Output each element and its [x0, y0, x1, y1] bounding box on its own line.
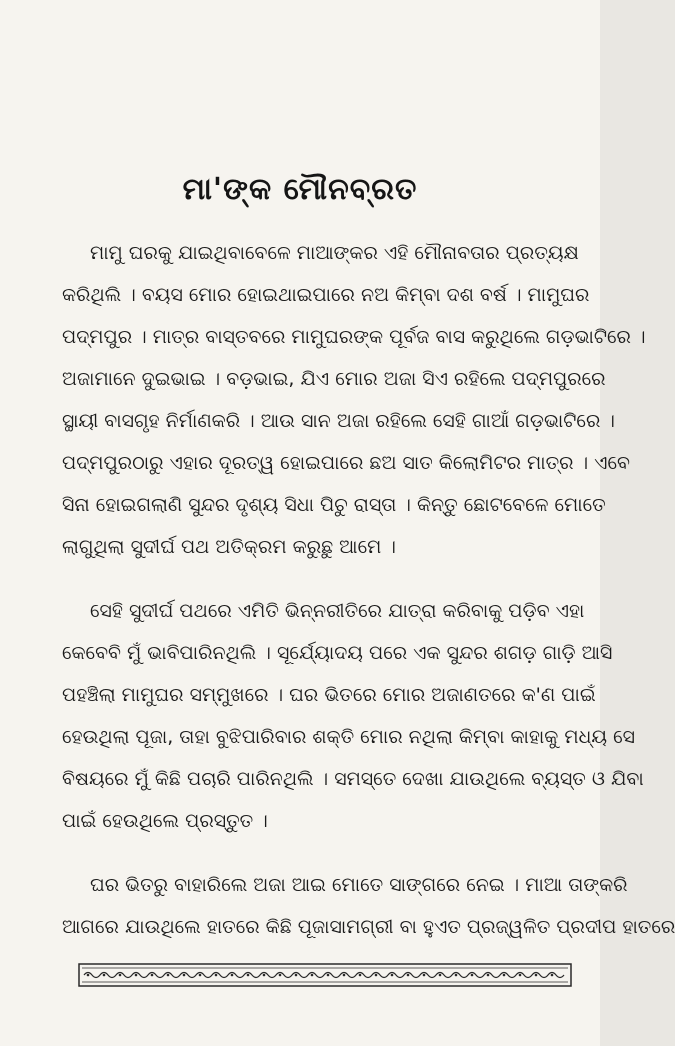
text-line: ବିଷୟରେ ମୁଁ କିଛି ପଚାରି ପାରିନଥିଲି । ସମସ୍ତେ ଦେଖା ଯାଉଥିଲେ ବ୍ୟସ୍ତ ଓ ଯିବା — [62, 768, 644, 790]
text-line: ପଦ୍ମପୁରଠାରୁ ଏହାର ଦୂରତ୍ୱ ହୋଇପାରେ ଛଅ ସାତ କିଲୋମିଟର ମାତ୍ର । ଏବେ — [62, 452, 631, 474]
text-line: ମାମୁ ଘରକୁ ଯାଇଥିବାବେଳେ ମାଆଙ୍କର ଏହି ମୌନାବତାର ପ୍ରତ୍ୟକ୍ଷ — [90, 242, 579, 264]
text-line: ସିନା ହୋଇଗଲାଣି ସୁନ୍ଦର ଦୃଶ୍ୟ ସିଧା ପିଚୁ ରାସ୍ତା । କିନ୍ତୁ ଛୋଟବେଳେ ମୋତେ — [62, 494, 606, 516]
text-line: ପହଞ୍ଚିଲା ମାମୁଘର ସମ୍ମୁଖରେ । ଘର ଭିତରେ ମୋର ଅଜାଣତରେ କ'ଣ ପାଇଁ — [62, 684, 596, 706]
text-line: ଲାଗୁଥିଲା ସୁଦୀର୍ଘ ପଥ ଅତିକ୍ରମ କରୁଛୁ ଆମେ । — [62, 536, 396, 558]
text-line: କେବେବି ମୁଁ ଭାବିପାରିନଥିଲି । ସୂର୍ଯ୍ୟୋଦୟ ପରେ ଏକ ସୁନ୍ଦର ଶଗଡ଼ ଗାଡ଼ି ଆସି — [62, 642, 613, 664]
text-line: ସେହି ସୁଦୀର୍ଘ ପଥରେ ଏମିତି ଭିନ୍ନରୀତିରେ ଯାତ୍ରା କରିବାକୁ ପଡ଼ିବ ଏହା — [90, 600, 585, 622]
text-line: ଘର ଭିତରୁ ବାହାରିଲେ ଅଜା ଆଇ ମୋତେ ସାଙ୍ଗରେ ନେଇ । ମାଆ ତାଙ୍କରି — [90, 874, 628, 896]
text-line: ଅଜାମାନେ ଦୁଇଭାଇ । ବଡ଼ଭାଇ, ଯିଏ ମୋର ଅଜା ସିଏ ରହିଲେ ପଦ୍ମପୁରରେ — [62, 368, 606, 390]
paragraph-3 — [62, 864, 675, 948]
chapter-title: ମା'ଙ୍କ ମୌନବ୍ରତ — [182, 172, 418, 207]
paragraph-2 — [62, 590, 644, 842]
text-line: କରିଥିଲି । ବୟସ ମୋର ହୋଇଥାଇପାରେ ନଅ କିମ୍ବା ଦଶ ବର୍ଷ । ମାମୁଘର — [62, 284, 590, 306]
text-line: ସ୍ଥାୟୀ ବାସଗୃହ ନିର୍ମାଣକରି । ଆଉ ସାନ ଅଜା ରହିଲେ ସେହି ଗାଆଁ ଗଡ଼ଭାଟିରେ । — [62, 410, 615, 432]
text-line: ହେଉଥିଲା ପୂଜା, ତାହା ବୁଝିପାରିବାର ଶକ୍ତି ମୋର ନଥିଲା କିମ୍ବା କାହାକୁ ମଧ୍ୟ ସେ — [62, 726, 636, 748]
paragraph-gap — [62, 568, 574, 590]
paragraph-1 — [62, 232, 646, 568]
paragraph-gap — [62, 842, 574, 864]
text-line: ପଦ୍ମପୁର । ମାତ୍ର ବାସ୍ତବରେ ମାମୁଘରଙ୍କ ପୂର୍ବଜ ବାସ କରୁଥିଲେ ଗଡ଼ଭାଟିରେ । — [62, 326, 646, 348]
text-line: ପାଇଁ ହେଉଥିଲେ ପ୍ରସ୍ତୁତ । — [62, 810, 268, 832]
text-line: ଆଗରେ ଯାଉଥିଲେ ହାତରେ କିଛି ପୂଜାସାମଗ୍ରୀ ବା ହୁଏତ ପ୍ରଜ୍ୱଳିତ ପ୍ରଦୀପ ହାତରେ — [62, 916, 675, 938]
ornament-pattern-icon — [78, 962, 572, 988]
decorative-border-divider — [78, 962, 572, 988]
chapter-body — [62, 232, 675, 948]
